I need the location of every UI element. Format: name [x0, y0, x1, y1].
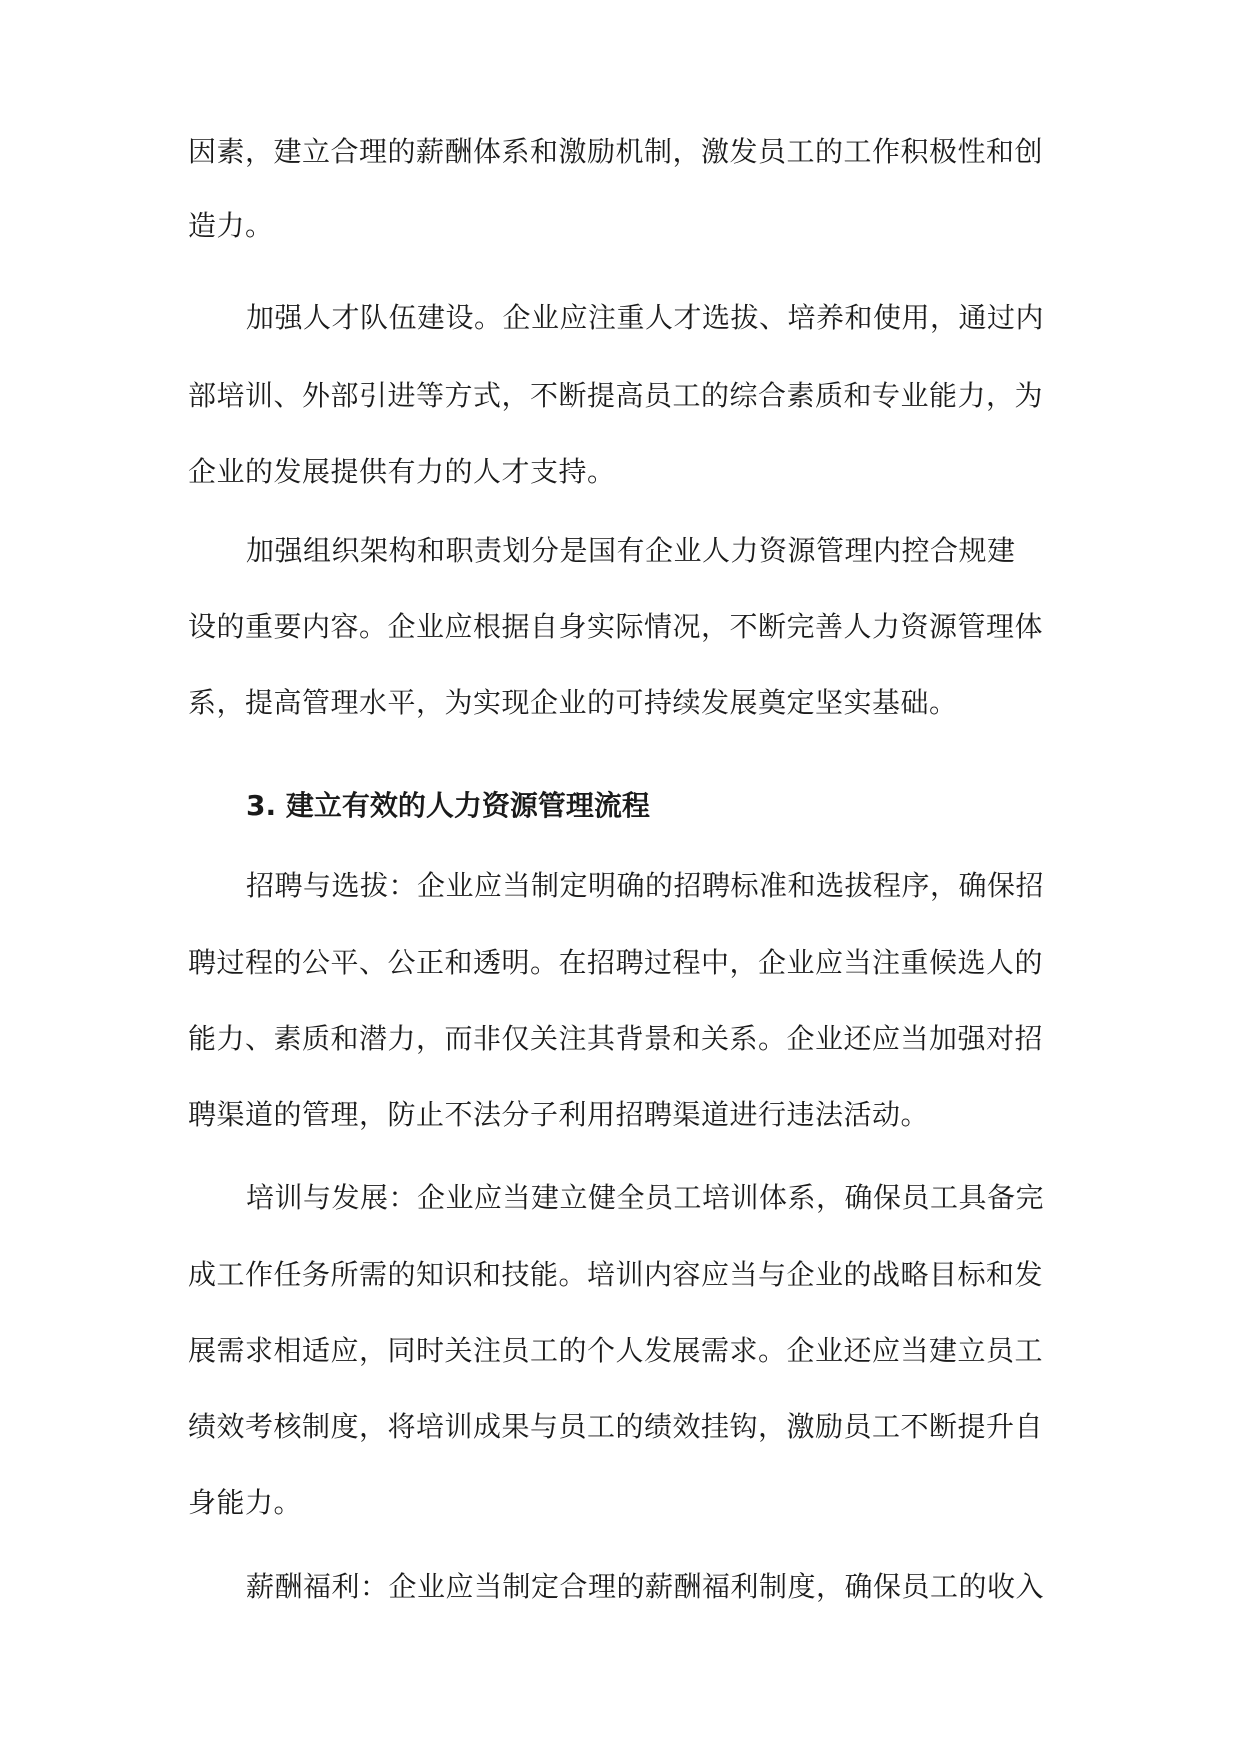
- text-line: 绩效考核制度，将培训成果与员工的绩效挂钩，激励员工不断提升自: [188, 1410, 1044, 1443]
- text-line: 展需求相适应，同时关注员工的个人发展需求。企业还应当建立员工: [188, 1334, 1044, 1367]
- paragraph-start-line: 加强组织架构和职责划分是国有企业人力资源管理内控合规建: [246, 534, 1016, 567]
- paragraph-start-line: 培训与发展：企业应当建立健全员工培训体系，确保员工具备完: [246, 1181, 1045, 1214]
- paragraph-start-line: 招聘与选拔：企业应当制定明确的招聘标准和选拔程序，确保招: [246, 869, 1045, 902]
- section-heading: 3. 建立有效的人力资源管理流程: [246, 789, 650, 822]
- text-line: 聘过程的公平、公正和透明。在招聘过程中，企业应当注重候选人的: [188, 946, 1044, 979]
- paragraph-start-line: 薪酬福利：企业应当制定合理的薪酬福利制度，确保员工的收入: [246, 1570, 1045, 1603]
- text-line: 聘渠道的管理，防止不法分子利用招聘渠道进行违法活动。: [188, 1098, 930, 1131]
- text-line: 能力、素质和潜力，而非仅关注其背景和关系。企业还应当加强对招: [188, 1022, 1044, 1055]
- paragraph-start-line: 加强人才队伍建设。企业应注重人才选拔、培养和使用，通过内: [246, 301, 1045, 334]
- text-line: 成工作任务所需的知识和技能。培训内容应当与企业的战略目标和发: [188, 1258, 1044, 1291]
- text-line: 身能力。: [188, 1486, 303, 1519]
- text-line: 造力。: [188, 209, 274, 242]
- text-line: 设的重要内容。企业应根据自身实际情况，不断完善人力资源管理体: [188, 610, 1044, 643]
- text-line: 系，提高管理水平，为实现企业的可持续发展奠定坚实基础。: [188, 686, 958, 719]
- text-line: 部培训、外部引进等方式，不断提高员工的综合素质和专业能力，为: [188, 379, 1044, 412]
- text-line: 企业的发展提供有力的人才支持。: [188, 455, 616, 488]
- text-line: 因素，建立合理的薪酬体系和激励机制，激发员工的工作积极性和创: [188, 135, 1044, 168]
